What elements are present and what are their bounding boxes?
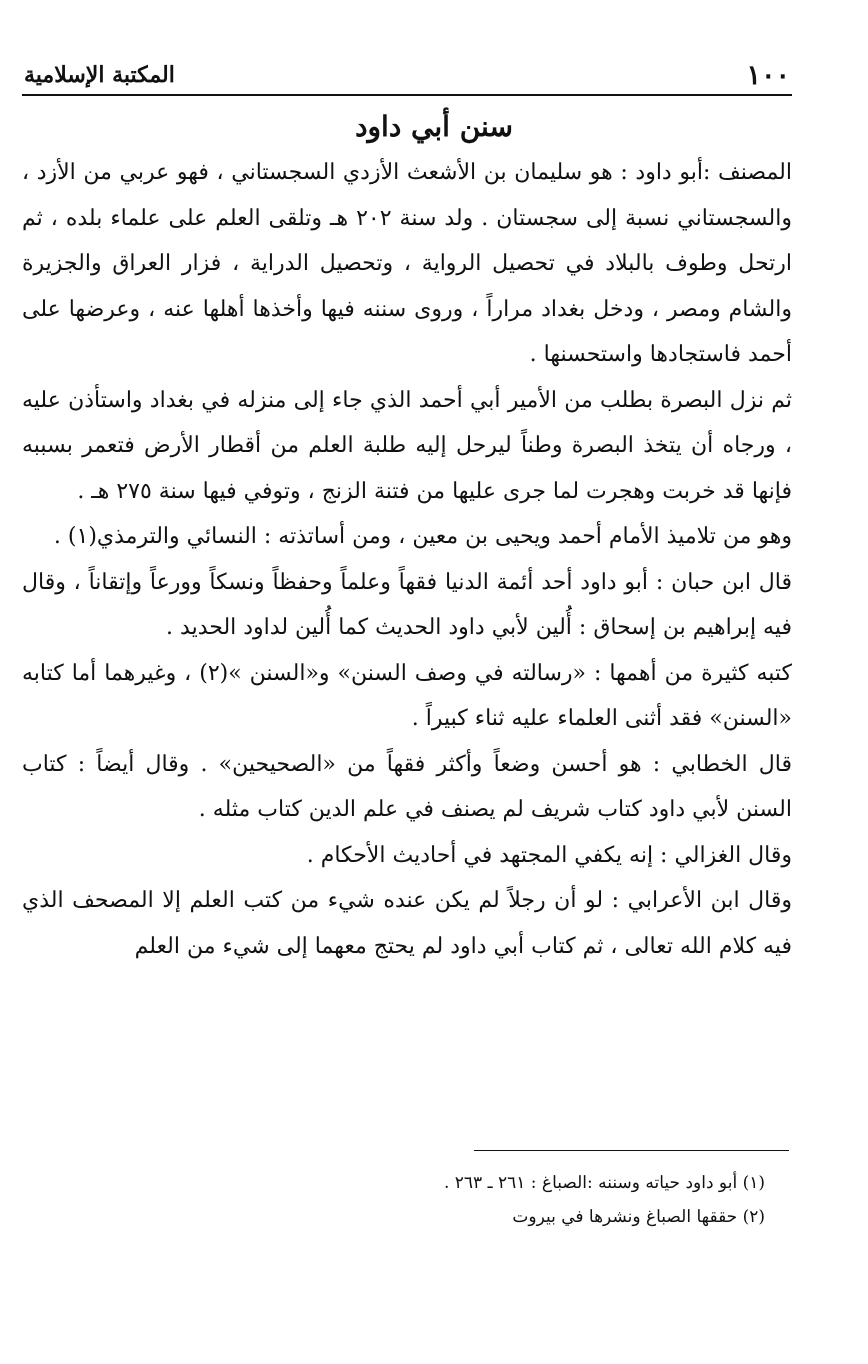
paragraph: المصنف :أبو داود : هو سليمان بن الأشعث الأزدي السجستاني ، فهو عربي من الأزد ، والسجستاني نسبة إلى سجستان . ولد سنة ٢٠٢ هـ وتلقى العلم على علماء بلده ، ثم ارتحل وطوف بالبلاد في تحصيل الرواية ، وتحصيل الدراية ، فزار العراق والجزيرة والشام ومصر ، ودخل بغداد مراراً ، وروى سننه فيها وأخذها أهلها عنه ، وعرضها على أحمد فاستجادها واستحسنها .	[22, 160, 792, 367]
section-title: سنن أبي داود	[355, 110, 513, 143]
paragraph: كتبه كثيرة من أهمها : «رسالته في وصف السنن» و«السنن »(٢) ، وغيرهما أما كتابه «السنن» فقد أثنى العلماء عليه ثناء كبيراً .	[22, 660, 792, 731]
footnote: (١) أبو داود حياته وسننه :الصباغ : ٢٦١ ـ ٢٦٣ .	[443, 1173, 765, 1193]
footnotes	[300, 1166, 765, 1234]
body-text	[22, 150, 792, 969]
page-header	[22, 54, 792, 96]
page-number: ١٠٠	[746, 60, 790, 91]
paragraph: وقال ابن الأعرابي : لو أن رجلاً لم يكن عنده شيء من كتب العلم إلا المصحف الذي فيه كلام الله تعالى ، ثم كتاب أبي داود لم يحتج معهما إلى شيء من العلم	[22, 888, 792, 959]
paragraph: قال ابن حبان : أبو داود أحد أئمة الدنيا فقهاً وعلماً وحفظاً ونسكاً وورعاً وإتقاناً ، وقال فيه إبراهيم بن إسحاق : أُلين لأبي داود الحديث كما أُلين لداود الحديد .	[22, 569, 792, 640]
footnote-divider	[474, 1150, 789, 1151]
paragraph: قال الخطابي : هو أحسن وضعاً وأكثر فقهاً من «الصحيحين» . وقال أيضاً : كتاب السنن لأبي داود كتاب شريف لم يصنف في علم الدين كتاب مثله .	[22, 751, 792, 822]
footnote: (٢) حققها الصباغ ونشرها في بيروت	[512, 1207, 765, 1227]
paragraph: ثم نزل البصرة بطلب من الأمير أبي أحمد الذي جاء إلى منزله في بغداد واستأذن عليه ، ورجاه أن يتخذ البصرة وطناً ليرحل إليه طلبة العلم من أقطار الأرض فتعمر بسببه فإنها قد خربت وهجرت لما جرى عليها من فتنة الزنج ، وتوفي فيها سنة ٢٧٥ هـ .	[22, 387, 792, 504]
paragraph: وهو من تلاميذ الأمام أحمد ويحيى بن معين ، ومن أساتذته : النسائي والترمذي(١) .	[53, 524, 792, 549]
running-title: المكتبة الإسلامية	[24, 62, 175, 88]
paragraph: وقال الغزالي : إنه يكفي المجتهد في أحاديث الأحكام .	[306, 842, 792, 868]
